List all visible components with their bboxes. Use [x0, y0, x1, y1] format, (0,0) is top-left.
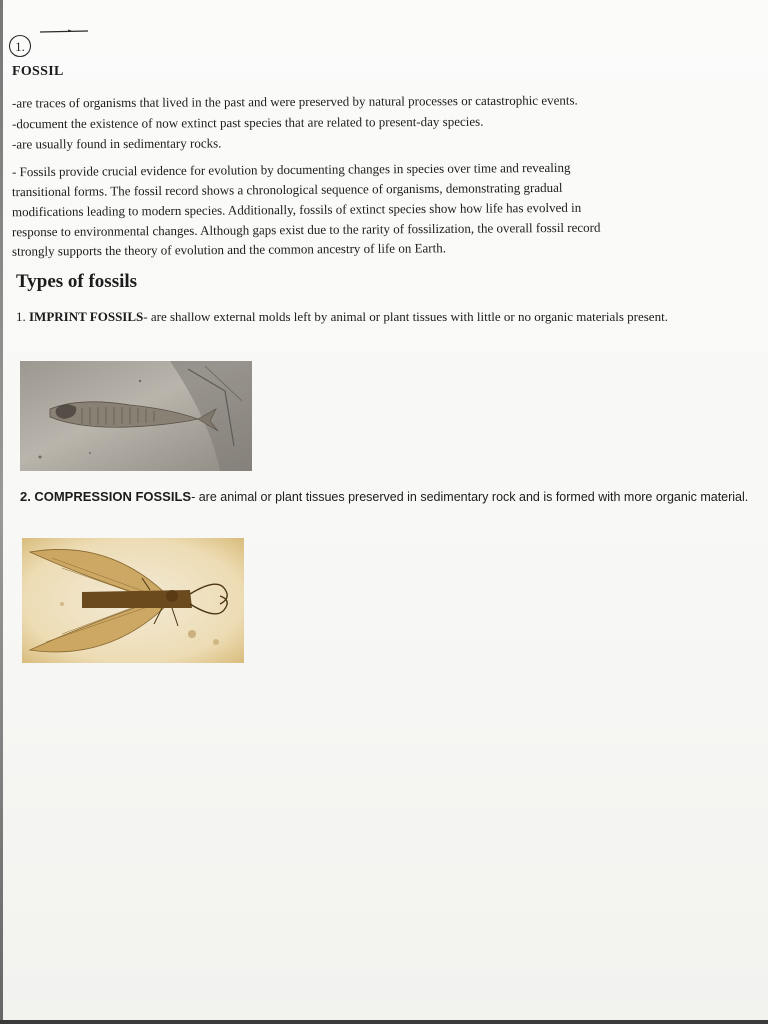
item-term: IMPRINT FOSSILS	[29, 309, 144, 324]
item-term: COMPRESSION FOSSILS	[34, 489, 192, 504]
item-description: - are shallow external molds left by animal or plant tissues with little or no organic materials present.	[143, 309, 668, 324]
handwritten-number-mark	[6, 22, 106, 66]
evidence-paragraph-line: - Fossils provide crucial evidence for evolution by documenting changes in species over time and revealing	[11, 159, 571, 180]
item-number: 1.	[16, 309, 26, 324]
evidence-paragraph-line: transitional forms. The fossil record shows a chronological sequence of organisms, demonstrating gradual	[11, 179, 563, 200]
svg-text:1.: 1.	[15, 39, 25, 54]
imprint-fossil-photo	[20, 361, 252, 471]
compression-fossil-photo	[22, 538, 244, 663]
page-bottom-edge	[0, 1020, 768, 1024]
definition-line: -document the existence of now extinct past species that are related to present-day species.	[11, 113, 484, 132]
item-description: - are animal or plant tissues preserved in sedimentary rock and is formed with more organic material.	[191, 490, 749, 504]
evidence-paragraph-line: response to environmental changes. Although gaps exist due to the rarity of fossilization, the overall fossil record	[11, 219, 601, 240]
evidence-paragraph-line: modifications leading to modern species. Additionally, fossils of extinct species show how life has evolved in	[11, 199, 582, 220]
evidence-paragraph-line: strongly supports the theory of evolution and the common ancestry of life on Earth.	[11, 240, 447, 259]
compression-fossils-item	[20, 485, 750, 509]
imprint-fossils-item	[16, 305, 746, 329]
definition-line: -are traces of organisms that lived in the past and were preserved by natural processes or catastrophic events.	[11, 92, 578, 111]
definition-line: -are usually found in sedimentary rocks.	[11, 135, 222, 152]
page-left-edge	[0, 0, 3, 1024]
types-of-fossils-heading: Types of fossils	[16, 271, 138, 292]
item-number: 2.	[20, 489, 31, 504]
document-title: FOSSIL	[12, 64, 64, 79]
